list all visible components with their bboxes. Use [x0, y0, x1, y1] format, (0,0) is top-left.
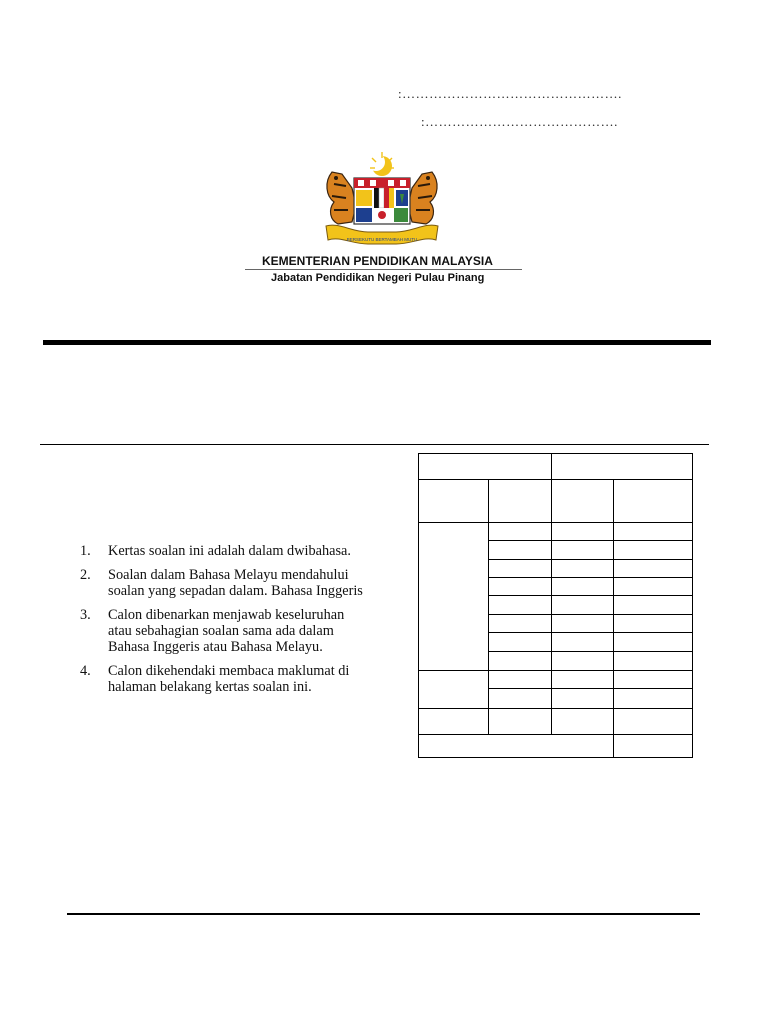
thin-divider — [40, 444, 709, 445]
table-row-line — [488, 577, 692, 578]
instruction-text: Soalan dalam Bahasa Melayu mendahului — [108, 567, 349, 583]
coat-of-arms-logo — [318, 150, 446, 256]
examiner-marks-table — [418, 453, 693, 758]
crescent-star-icon — [367, 152, 394, 176]
instruction-number: 1. — [80, 543, 91, 559]
table-row-line — [488, 540, 692, 541]
instruction-text: Kertas soalan ini adalah dalam dwibahasa. — [108, 543, 351, 559]
table-col-line — [551, 454, 552, 734]
instruction-text: Calon dibenarkan menjawab keseluruhan — [108, 607, 345, 623]
department-name: Jabatan Pendidikan Negeri Pulau Pinang — [271, 272, 485, 284]
instruction-item — [80, 543, 380, 559]
table-row-line — [419, 708, 692, 709]
table-row-line — [419, 479, 692, 480]
table-row-line — [488, 614, 692, 615]
table-row-line — [488, 632, 692, 633]
instruction-text: atau sebahagian soalan sama ada dalam — [108, 623, 334, 639]
instruction-number: 3. — [80, 607, 91, 623]
table-row-line — [419, 522, 692, 523]
table-row-line — [488, 595, 692, 596]
svg-text:BERSEKUTU BERTAMBAH MUTU: BERSEKUTU BERTAMBAH MUTU — [346, 237, 418, 242]
table-row-line — [488, 688, 692, 689]
table-row-line — [488, 559, 692, 560]
instruction-text: halaman belakang kertas soalan ini. — [108, 679, 312, 695]
table-col-line — [613, 479, 614, 757]
table-row-line — [419, 734, 692, 735]
ministry-name: KEMENTERIAN PENDIDIKAN MALAYSIA — [262, 254, 493, 268]
instruction-number: 4. — [80, 663, 91, 679]
table-row-line — [419, 670, 692, 671]
instruction-item — [80, 567, 380, 599]
header-field-line-1: :…………………………………………. — [398, 86, 622, 101]
instruction-text: Bahasa Inggeris atau Bahasa Melayu. — [108, 639, 323, 655]
instruction-number: 2. — [80, 567, 91, 583]
right-tiger-icon — [408, 172, 437, 224]
ministry-divider — [245, 269, 522, 270]
bottom-divider — [67, 913, 700, 915]
instructions-list — [80, 543, 380, 703]
instruction-text: Calon dikehendaki membaca maklumat di — [108, 663, 350, 679]
thick-divider — [43, 340, 711, 345]
table-col-line — [488, 479, 489, 734]
table-row-line — [488, 651, 692, 652]
motto-scroll-icon — [326, 225, 438, 244]
instruction-item — [80, 607, 380, 655]
left-tiger-icon — [327, 172, 356, 224]
instruction-text: soalan yang sepadan dalam. Bahasa Inggeris — [108, 583, 363, 599]
instruction-item — [80, 663, 380, 695]
header-field-line-2: :……………………………………. — [421, 114, 618, 129]
shield-icon — [354, 178, 410, 224]
